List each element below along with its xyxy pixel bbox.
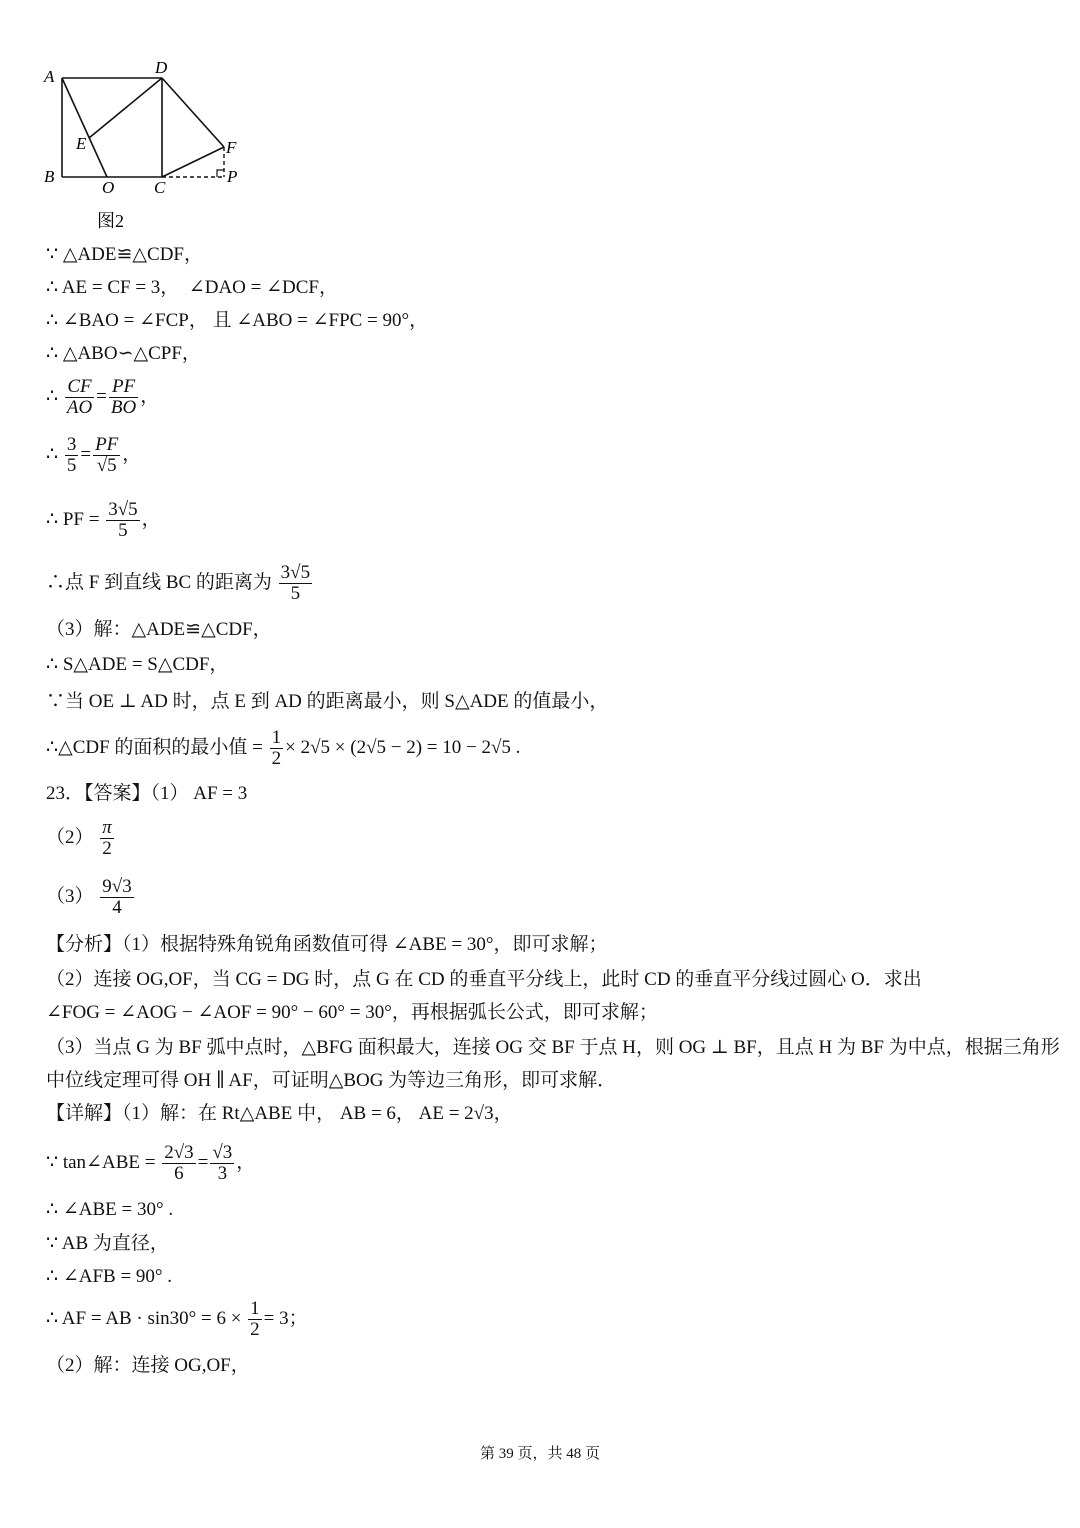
fraction-1-2: $\frac{1}{2}$	[271, 727, 282, 769]
fraction-1-2: $\frac{1}{2}$	[250, 1298, 260, 1340]
fraction-pf-sqrt5: $\frac{PF}{√5}$	[95, 434, 119, 476]
fraction-3sqrt5-5: $\frac{3√5}{5}$	[108, 499, 138, 541]
segment-de	[89, 78, 162, 138]
label-e: E	[76, 134, 87, 153]
proof-line-12: ∴△CDF 的面积的最小值 = $\frac{1}{2}$ × 2√5 × (2√5 − 2) = 10 − 2√5 .	[46, 727, 521, 769]
proof-line-10: ∴ S△ADE = S△CDF，	[46, 654, 229, 675]
geometry-figure-2	[40, 55, 260, 245]
proof-line-7: ∴ PF = $\frac{3√5}{5}$ ，	[46, 499, 161, 541]
proof-line-11: ∵当 OE ⊥ AD 时，点 E 到 AD 的距离最小，则 S△ADE 的值最小，	[46, 691, 609, 712]
fraction-pi-2: $\frac{\pi}{2}$	[102, 817, 112, 859]
segment-ao	[62, 78, 107, 177]
detail-line-1: 【详解】（1）解：在 Rt△ABE 中， AB = 6， AE = 2√3，	[46, 1103, 513, 1124]
label-d: D	[155, 58, 168, 77]
analysis-line-3: ∠FOG = ∠AOG − ∠AOF = 90° − 60° = 30°，再根据弧长公式，即可求解；	[46, 1002, 658, 1023]
fraction-3-5: $\frac{3}{5}$	[66, 434, 77, 476]
detail-line-4: ∵ AB 为直径，	[46, 1233, 169, 1254]
fraction-sqrt3-3: $\frac{√3}{3}$	[212, 1142, 233, 1184]
fraction-2sqrt3-6: $\frac{2√3}{6}$	[164, 1142, 194, 1184]
proof-line-8: ∴点 F 到直线 BC 的距离为 $\frac{3√5}{5}$	[46, 562, 311, 604]
detail-line-2: ∵ tan∠ABE = $\frac{2√3}{6}$ = $\frac{√3}{3}$ ，	[46, 1142, 256, 1184]
detail-line-3: ∴ ∠ABE = 30° .	[46, 1199, 174, 1220]
proof-line-9: （3）解：△ADE≌△CDF，	[46, 619, 272, 640]
answer-23-line: 23．【答案】（1） AF = 3	[46, 783, 248, 804]
label-b: B	[44, 167, 55, 186]
fraction-9sqrt3-4: $\frac{9√3}{4}$	[102, 876, 132, 918]
fraction-pf-bo: $\frac{PF}{BO}$	[110, 376, 137, 418]
label-a: A	[44, 67, 55, 86]
proof-line-3: ∴ ∠BAO = ∠FCP， 且 ∠ABO = ∠FPC = 90°，	[46, 310, 429, 331]
proof-line-6: ∴ $\frac{3}{5}$ = $\frac{PF}{√5}$ ，	[46, 434, 142, 476]
proof-line-2: ∴ AE = CF = 3， ∠DAO = ∠DCF，	[46, 277, 338, 298]
label-f: F	[226, 138, 237, 157]
detail-line-6: ∴ AF = AB · sin30° = 6 × $\frac{1}{2}$ = 3；	[46, 1298, 308, 1340]
fraction-3sqrt5-5: $\frac{3√5}{5}$	[280, 562, 311, 604]
proof-line-4: ∴ △ABO∽△CPF，	[46, 343, 201, 364]
detail-line-7: （2）解：连接 OG,OF，	[46, 1355, 250, 1376]
right-angle-mark	[217, 170, 224, 177]
label-p: P	[227, 167, 238, 186]
segment-cf	[162, 147, 224, 177]
detail-line-5: ∴ ∠AFB = 90° .	[46, 1266, 173, 1287]
analysis-line-5: 中位线定理可得 OH ∥ AF，可证明△BOG 为等边三角形，即可求解．	[46, 1070, 617, 1091]
figure-caption: 图2	[97, 211, 124, 231]
page-footer: 第 39 页，共 48 页	[479, 1446, 600, 1462]
label-c: C	[154, 178, 166, 197]
label-o: O	[102, 178, 115, 197]
analysis-line-2: （2）连接 OG,OF，当 CG = DG 时，点 G 在 CD 的垂直平分线上，此时 CD 的垂直平分线过圆心 O．求出	[46, 969, 922, 990]
proof-line-5: ∴ $\frac{CF}{AO}$ = $\frac{PF}{BO}$ ，	[46, 376, 160, 418]
answer-part-2: （2） $\frac{\pi}{2}$	[46, 817, 112, 859]
analysis-line-1: 【分析】（1）根据特殊角锐角函数值可得 ∠ABE = 30°，即可求解；	[46, 934, 608, 955]
proof-line-1: ∵ △ADE≌△CDF，	[46, 244, 203, 265]
analysis-line-4: （3）当点 G 为 BF 弧中点时，△BFG 面积最大，连接 OG 交 BF 于点 H，则 OG ⊥ BF，且点 H 为 BF 为中点，根据三角形	[46, 1037, 1060, 1058]
answer-part-3: （3） $\frac{9√3}{4}$	[46, 876, 132, 918]
fraction-cf-ao: $\frac{CF}{AO}$	[66, 376, 93, 418]
segment-df	[162, 78, 224, 147]
